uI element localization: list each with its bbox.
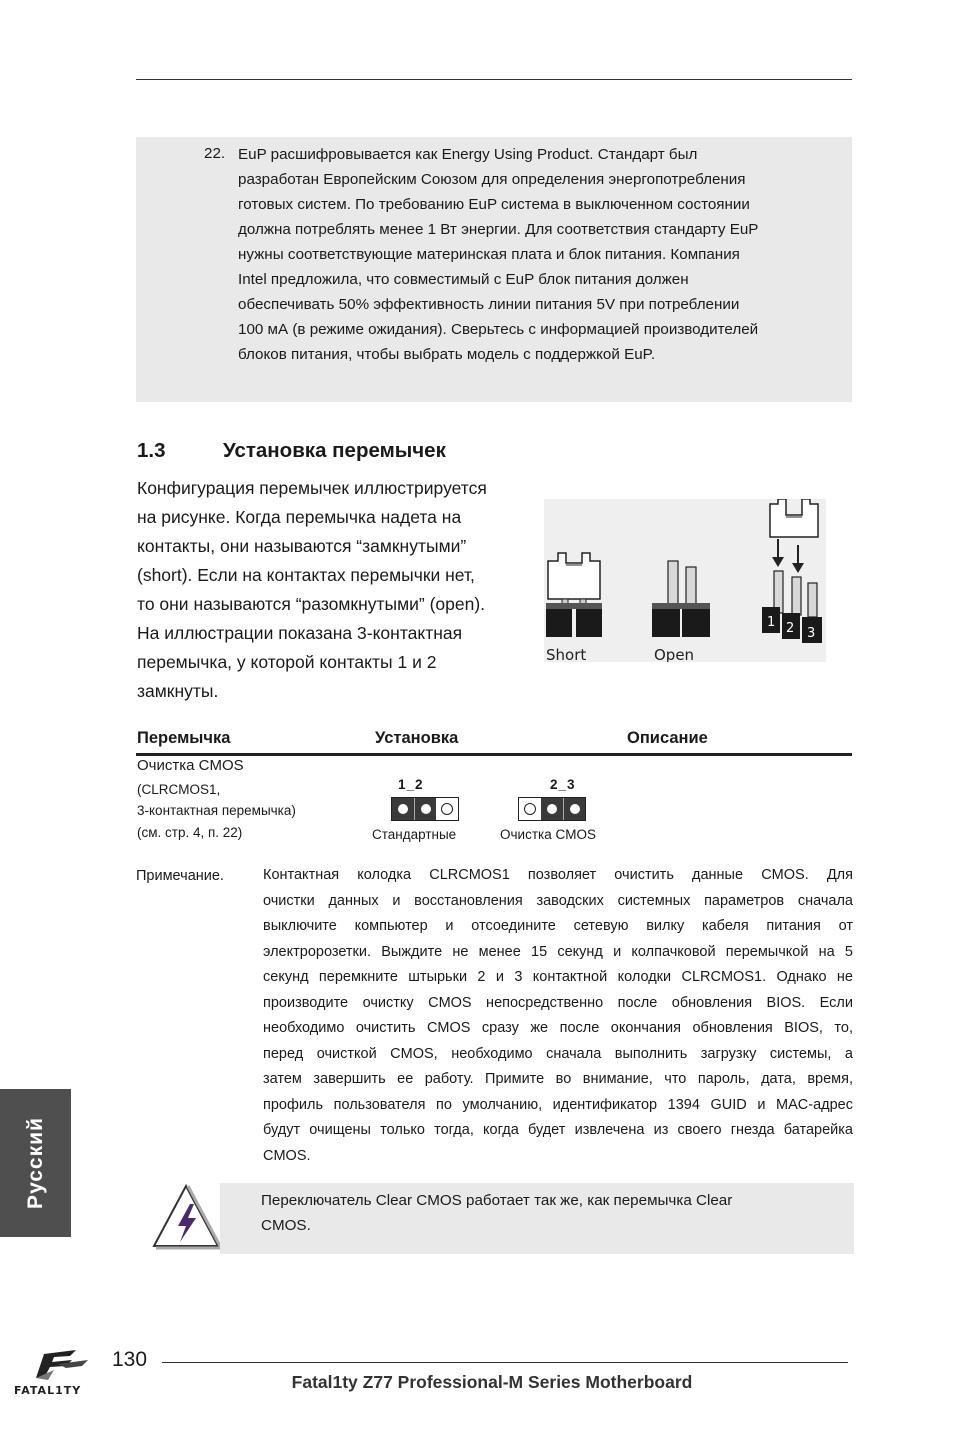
pin-1-open [519,798,541,820]
language-side-tab-label: Русский [24,1117,47,1209]
pin-1-closed [392,798,414,820]
caution-line: Переключатель Clear CMOS работает так же, как перемычка Clear [261,1192,733,1209]
caution-line: CMOS. [261,1216,311,1234]
remark-line: CMOS. [263,1147,311,1164]
intro-line: перемычка, у которой контакты 1 и 2 [137,652,437,672]
remark-line: Контактная колодка CLRCMOS1 позволяет очистить данные CMOS. Для [263,867,853,883]
section-title [137,439,446,463]
note-line: нужны соответствующие материнская плата и блок питания. Компания [238,246,740,263]
open-label: Open [654,646,695,662]
table-header-setting: Установка [375,729,459,747]
remark-line: будут очищены только тогда, когда будет извлечена из своего гнезда батарейка [263,1122,853,1138]
remark-line: производите очистку CMOS непосредственно после обновления BIOS. Если [263,994,853,1011]
fatal1ty-logo [14,1348,106,1404]
row-jumper-detail-2: 3-контактная перемычка) [137,803,296,818]
intro-line: контакты, они называются “замкнутыми” [137,536,467,556]
eup-note-box [136,137,852,402]
note-line: должна потреблять менее 1 Вт энергии. Для соответствия стандарту EuP [238,221,759,238]
remark-line: необходимо очистить CMOS сразу же после окончания обновления BIOS, то, [263,1020,853,1036]
page-number: 130 [112,1348,148,1371]
language-side-tab [0,1089,71,1237]
jumper-a-caption: Стандартные [372,827,457,842]
section-number: 1.3 [137,439,166,462]
remark-line: затем завершить ее работу. Примите во внимание, что пароль, дата, время, [263,1071,853,1087]
intro-line: (short). Если на контактах перемычки нет, [137,565,475,585]
note-line: готовых систем. По требованию EuP система в выключенном состоянии [238,196,750,213]
remark-line: очистки данных и восстановления заводских системных параметров сначала [263,892,853,909]
intro-paragraph [137,474,537,706]
short-label: Short [546,646,587,662]
pin-number-1: 1 [767,615,776,630]
warning-icon [152,1182,220,1250]
pin-number-2: 2 [786,621,795,636]
jumper-illustration [544,499,826,662]
table-header-description: Описание [627,729,708,747]
remark-line: профиль пользователя по умолчанию, идентификатор 1394 GUID и MAC-адрес [263,1096,853,1113]
intro-line: на рисунке. Когда перемычка надета на [137,507,462,527]
table-header-jumper: Перемычка [137,729,231,747]
remark-line: электророзетки. Выждите не менее 15 секунд и колпачковой перемычкой на 5 [263,943,853,960]
row-jumper-detail-3: (см. стр. 4, п. 22) [137,825,243,840]
caution-box [220,1183,854,1254]
row-jumper-name: Очистка CMOS [137,757,244,774]
note-text [238,142,838,367]
pin-number-3: 3 [807,626,816,641]
jumper-b-diagram [518,797,586,821]
note-line: 100 мА (в режиме ожидания). Сверьтесь с информацией производителей [238,321,759,338]
caution-text [261,1189,821,1238]
jumper-illustration-svg [544,499,826,662]
row-jumper-detail-1: (CLRCMOS1, [137,782,221,797]
short-jumper-graphic [546,553,602,637]
open-jumper-graphic [652,561,710,637]
pin-3-open [436,798,458,820]
intro-line: Конфигурация перемычек иллюстрируется [137,478,487,498]
note-line: EuP расшифровывается как Energy Using Product. Стандарт был [238,146,698,163]
pin-2-closed [414,798,436,820]
note-number: 22. [204,145,226,162]
jumper-b-caption: Очистка CMOS [500,827,596,842]
note-line: обеспечивать 50% эффективность линии питания 5V при потреблении [238,296,740,313]
remark-text [263,863,853,1169]
remark-label: Примечание. [136,868,224,884]
intro-line: замкнуты. [137,681,219,701]
intro-line: На иллюстрации показана 3-контактная [137,623,463,643]
footer-rule [162,1362,848,1363]
remark-line: секунд перемкните штырьки 2 и 3 контактной колодки CLRCMOS1. Однако не [263,969,853,985]
pin-2-closed [541,798,563,820]
jumper-a-label: 1_2 [398,777,424,792]
section-heading: Установка перемычек [223,439,446,462]
note-line: блоков питания, чтобы выбрать модель с поддержкой EuP. [238,346,656,363]
jumper-a-diagram [391,797,459,821]
pin-3-closed [563,798,585,820]
table-header-rule [136,753,852,756]
note-line: разработан Европейским Союзом для определения энергопотребления [238,171,746,188]
footer-title: Fatal1ty Z77 Professional-M Series Motherboard [291,1372,693,1392]
note-line: Intel предложила, что совместимый с EuP блок питания должен [238,271,689,288]
header-rule [136,79,852,80]
logo-text: FATAL1TY [14,1384,82,1397]
remark-line: выключите компьютер и отсоедините сетевую вилку кабеля питания от [263,918,853,934]
jumper-b-label: 2_3 [550,777,576,792]
remark-line: перед очисткой CMOS, необходимо сначала выполнить загрузку системы, а [263,1045,853,1062]
intro-line: то они называются “разомкнутыми” (open). [137,594,486,614]
